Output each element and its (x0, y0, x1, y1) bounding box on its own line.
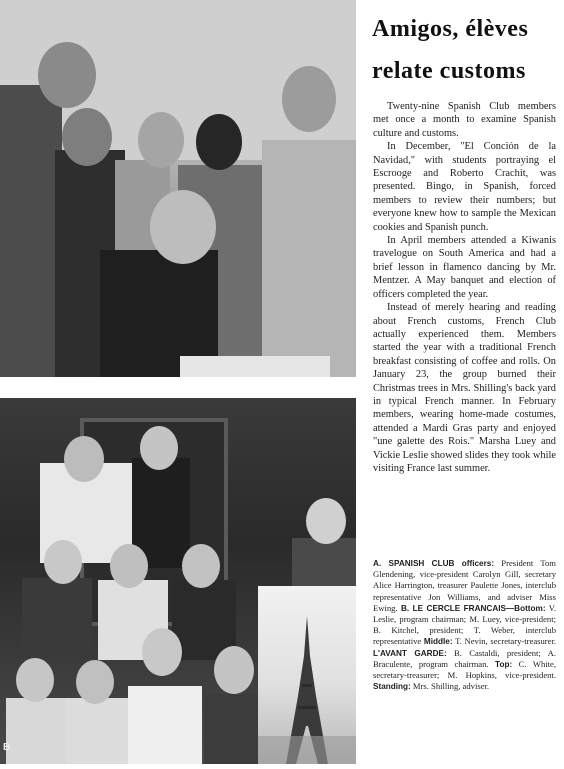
student-head (142, 628, 182, 676)
caption-label-b: B. LE CERCLE FRANCAIS—Bottom: (400, 603, 546, 613)
adviser-head (306, 498, 346, 544)
adviser-head (150, 190, 216, 264)
student-head (44, 540, 82, 584)
student-figure (128, 686, 202, 764)
student-figure (22, 578, 92, 658)
body-paragraph: In December, "El Conción de la Navidad," with students portraying el Escrooge and Roberto Crachit, was presented. Bingo, in Spanish, forced members to review their numbers; but everyone knew how to sample the Mexican cookies and Spanish punch. (373, 141, 556, 233)
heading-line-2: relate customs (372, 58, 526, 84)
student-head (16, 658, 54, 702)
caption-text-top: C. White, secretary-treasurer; M. Hopkins, vice-president. (373, 658, 557, 681)
spanish-club-photo (0, 0, 356, 377)
photo-caption (373, 558, 556, 692)
student-head (214, 646, 254, 694)
caption-label-top: Top: (495, 659, 513, 669)
student-head (138, 112, 184, 168)
caption-text-a: President Tom Glendening, vice-president Carolyn Gill, secretary Alice Harrington, treasurer Paulette Jones, interclub representative Jon Williams, and adviser Miss Ewing. (373, 558, 556, 613)
caption-label-lavant: L'AVANT GARDE: (373, 648, 447, 658)
caption-label-middle: Middle: (423, 637, 453, 647)
body-paragraph: In April members attended a Kiwanis travelogue on South America and had a brief lesson in flamenco dancing by Mr. Mentzer. A May banquet and election of officers completed the year. (373, 235, 556, 300)
caption-text-lavant: B. Castaldi, president; A. Braculente, program chairman. (373, 647, 556, 669)
caption-text-standing: Mrs. Shilling, adviser. (410, 681, 490, 692)
photo-letter-b: B (3, 742, 11, 753)
student-head (38, 42, 96, 108)
student-figure (6, 698, 70, 764)
student-figure (204, 694, 266, 764)
desk (180, 356, 330, 377)
heading-line-1: Amigos, élèves (372, 16, 529, 42)
student-head (182, 544, 220, 588)
student-head (64, 436, 104, 482)
student-head (76, 660, 114, 704)
caption-label-standing: Standing: (373, 682, 411, 692)
caption-text-middle: T. Nevin, secretary-treasurer. (452, 636, 556, 647)
student-head (282, 66, 336, 132)
caption-text-b: V. Leslie, program chairman; M. Luey, vice-president; B. Kitchel, president; T. Weber, interclub representative (373, 602, 556, 647)
student-head (196, 114, 242, 170)
article-body (373, 100, 556, 475)
caption-label-a: A. SPANISH CLUB officers: (373, 559, 495, 568)
student-figure (262, 140, 356, 377)
eiffel-tower-icon (258, 586, 356, 764)
student-head (110, 544, 148, 588)
body-paragraph: Instead of merely hearing and reading about French customs, French Club actually experienced them. Members started the year with a traditional French breakfast consisting of coffee and rolls. On January 23, the group burned their Christmas trees in Mrs. Shilling's back yard in typical French manner. In February members, wearing home-made costumes, attended a Mardi Gras party and enjoyed "une galette des Rois." Marsha Luey and Vickie Leslie showed slides they took while visiting France last summer. (373, 302, 556, 474)
body-paragraph: Twenty-nine Spanish Club members met once a month to examine Spanish culture and customs. (373, 101, 556, 139)
student-head (62, 108, 112, 166)
article-heading (372, 8, 558, 92)
student-figure (66, 698, 130, 764)
student-figure (0, 85, 62, 377)
student-head (140, 426, 178, 470)
eiffel-tower-poster (258, 586, 356, 764)
